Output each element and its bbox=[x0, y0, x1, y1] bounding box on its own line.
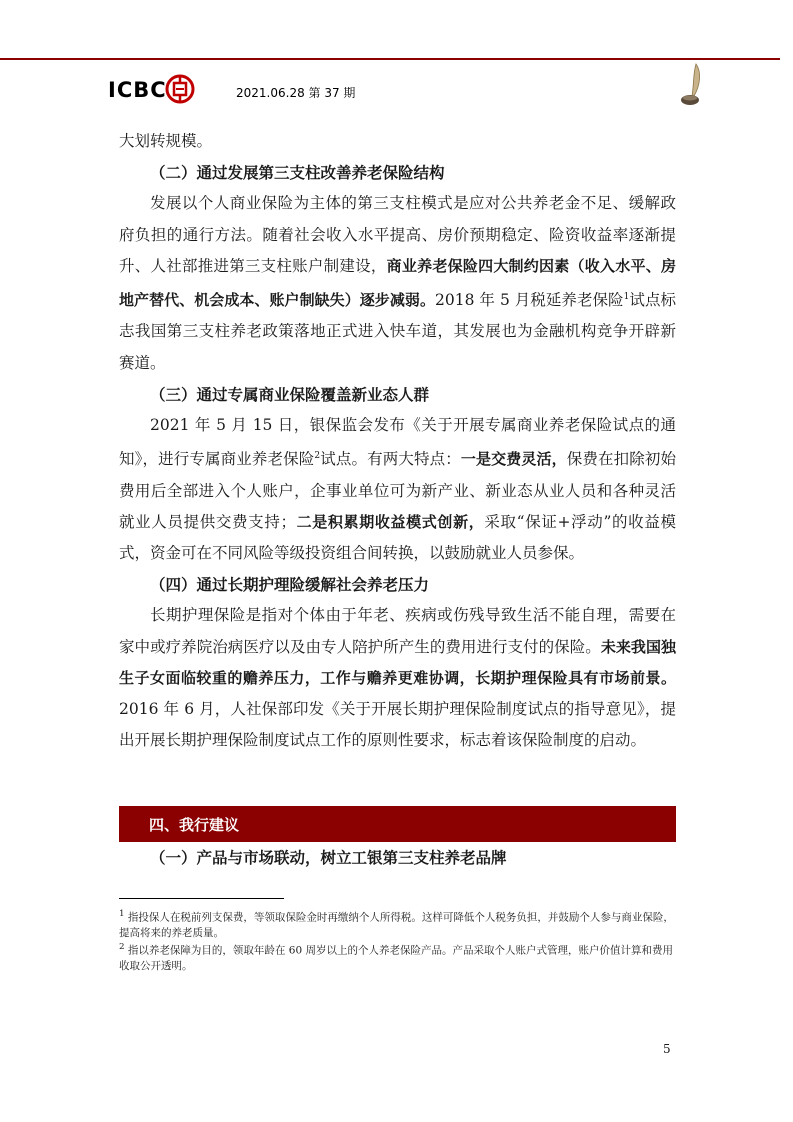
paragraph-continuation: 大划转规模。 bbox=[119, 132, 213, 150]
footnote-2: $^2$ 指以养老保障为目的，领取年龄在 60 周岁以上的个人养老保险产品。产品采取个人账户式管理，账户价值计算和费用收取公开透明。 bbox=[119, 942, 673, 972]
heading-4: （四）通过长期护理险缓解社会养老压力 bbox=[150, 575, 430, 595]
footnote-1: $^1$ 指投保人在税前列支保费，等领取保险金时再缴纳个人所得税。这样可降低个人税务负担，并鼓励个人参与商业保险，提高将来的养老质量。 bbox=[119, 909, 674, 939]
emphasis-text: 一是交费灵活， bbox=[460, 450, 567, 469]
subsection-title: （一）产品与市场联动，树立工银第三支柱养老品牌 bbox=[150, 848, 507, 867]
page-number: 5 bbox=[663, 1042, 671, 1056]
icbc-emblem-icon bbox=[165, 74, 195, 104]
page-header bbox=[108, 70, 708, 110]
paragraph-3: 长期护理保险是指对个体由于年老、疾病或伤残导致生活不能自理，需要在家中或疗养院治病医疗以及由专人陪护所产生的费用进行支付的保险。未来我国独生子女面临较重的赡养压力，工作与赡养更难协调，长期护理保险具有市场前景。2016 年 6 月，人社保部印发《关于开展长期护理保险制度试点的指导意见》，提出开展长期护理保险制度试点工作的原则性要求，标志着该保险制度的启动。 bbox=[119, 606, 676, 750]
footnote-ref-1: 1 bbox=[623, 292, 630, 303]
section-banner bbox=[119, 806, 676, 842]
heading-3: （三）通过专属商业保险覆盖新业态人群 bbox=[150, 384, 430, 404]
issue-date: 2021.06.28 第 37 期 bbox=[236, 86, 356, 100]
heading-2: （二）通过发展第三支柱改善养老保险结构 bbox=[150, 163, 445, 183]
paragraph-2: 2021 年 5 月 15 日，银保监会发布《关于开展专属商业养老保险试点的通知》，进行专属商业养老保险$^2$试点。有两大特点：一是交费灵活，保费在扣除初始费用后全部进入个人账户，企事业单位可为新产业、新业态从业人员和各种灵活就业人员提供交费支持；二是积累期收益模式创新，采取“保证+浮动”的收益模式，资金可在不同风险等级投资组合间转换，以鼓励就业人员参保。 bbox=[119, 415, 676, 562]
emphasis-text: 未来我国独生子女面临较重的赡养压力，工作与赡养更难协调，长期护理保险具有市场前景。 bbox=[119, 637, 676, 687]
section-title: 四、我行建议 bbox=[149, 816, 240, 834]
header-rule bbox=[0, 58, 780, 60]
body-text bbox=[119, 126, 676, 756]
emphasis-text: 商业养老保险四大制约因素（收入水平、房地产替代、机会成本、账户制缺失）逐步减弱。 bbox=[119, 256, 676, 310]
footnote-divider bbox=[119, 898, 284, 899]
icbc-logo-text: ICBC bbox=[108, 78, 167, 102]
paragraph-1: 发展以个人商业保险为主体的第三支柱模式是应对公共养老金不足、缓解政府负担的通行方法。随着社会收入水平提高、房价预期稳定、险资收益率逐渐提升、人社部推进第三支柱账户制建设，商业养老保险四大制约因素（收入水平、房地产替代、机会成本、账户制缺失）逐步减弱。2018 年 5 月税延养老保险$^1$试点标志我国第三支柱养老政策落地正式进入快车道，其发展也为金融机构竞争开辟新赛道。 bbox=[119, 194, 676, 372]
footnote-ref-2: 2 bbox=[314, 451, 321, 462]
quill-pen-icon bbox=[676, 62, 716, 108]
emphasis-text: 二是积累期收益模式创新， bbox=[295, 512, 485, 531]
